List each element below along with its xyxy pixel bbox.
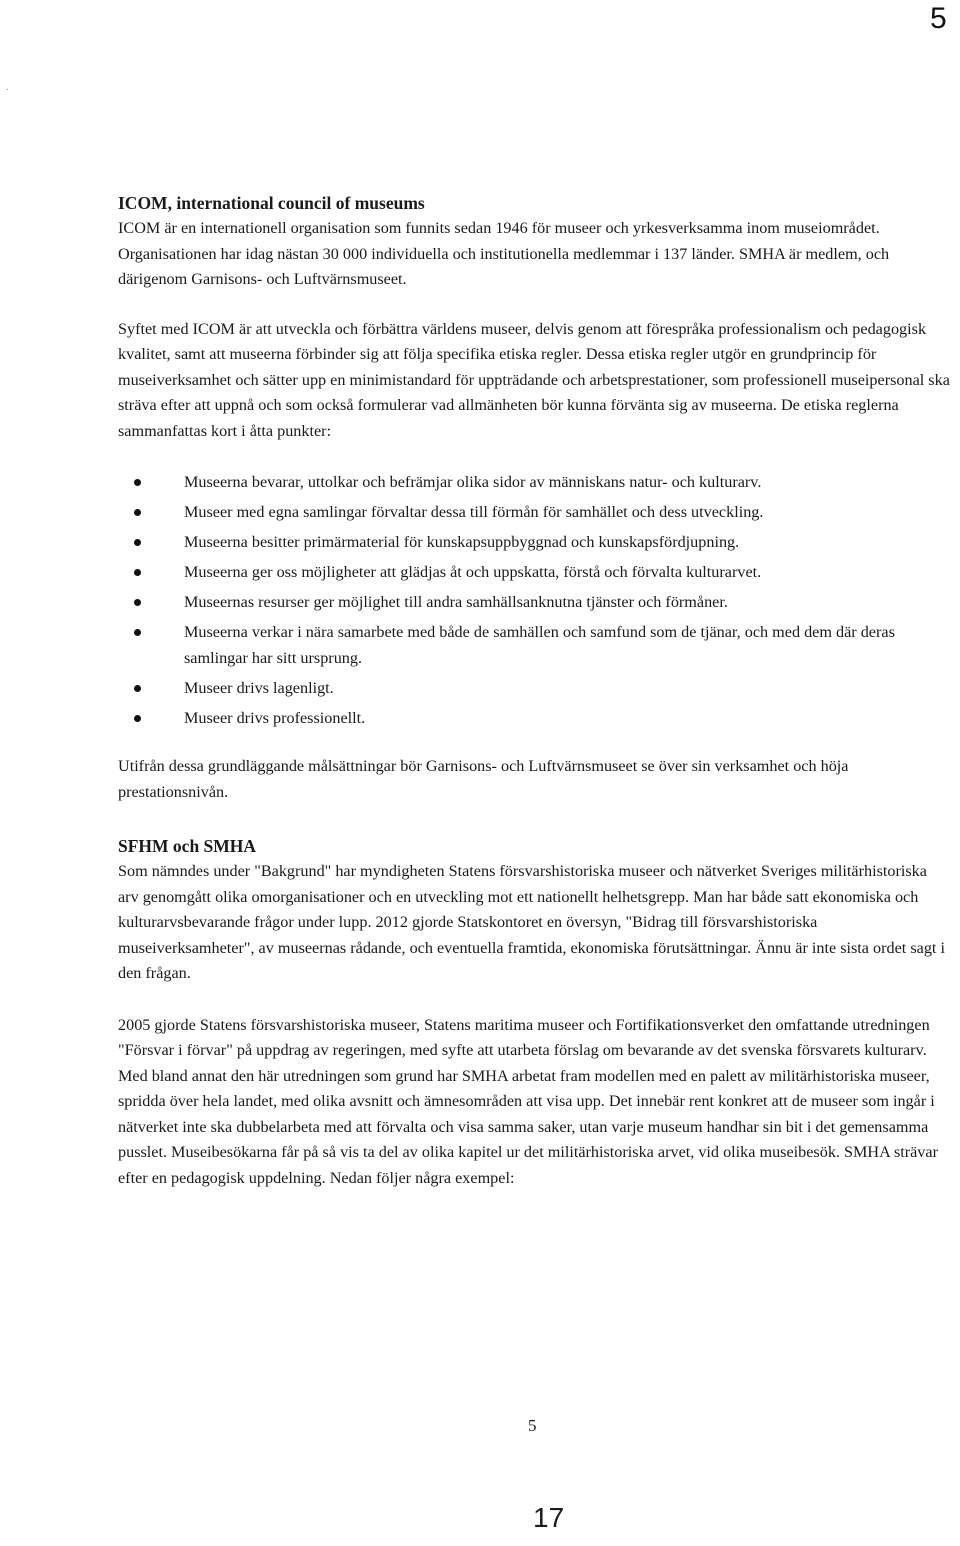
bullet-icon: [134, 569, 141, 576]
list-item-text: Museernas resurser ger möjlighet till andra samhällsanknutna tjänster och förmåner.: [184, 593, 728, 611]
icom-paragraph: ICOM är en internationell organisation som funnits sedan 1946 för museer och yrkesverksamma inom museiområdet. Organisationen har idag nästan 30 000 individuella och institutionella medlemmar i 137 länder. SMHA är medlem, och därigenom Garnisons- och Luftvärnsmuseet.: [118, 219, 890, 288]
list-item-text: Museer drivs lagenligt.: [184, 678, 334, 697]
list-item: [118, 560, 950, 586]
icom-heading: ICOM, international council of museums: [118, 193, 425, 213]
list-item-text: Museer med egna samlingar förvaltar dessa till förmån för samhället och dess utveckling.: [184, 503, 764, 521]
list-item-text: Museerna besitter primärmaterial för kunskapsuppbyggnad och kunskapsfördjupning.: [184, 533, 740, 551]
list-item: [118, 590, 950, 616]
page-footer-number: 17: [533, 1502, 565, 1533]
list-item-text: Museer drivs professionellt.: [184, 708, 366, 727]
bullet-icon: [134, 629, 141, 636]
bullet-icon: [134, 509, 141, 516]
list-item-text: Museerna verkar i nära samarbete med både de samhällen och samfund som de tjänar, och med dem där deras samlingar har sitt ursprung.: [184, 623, 895, 667]
list-item: [118, 676, 950, 702]
list-item: [118, 530, 950, 556]
bullet-icon: [134, 685, 141, 692]
list-item: [118, 500, 950, 526]
ethics-points-list: [118, 470, 950, 731]
list-item: [118, 706, 950, 732]
sfhm-heading: SFHM och SMHA: [118, 836, 257, 856]
sfhm-paragraph: Som nämndes under "Bakgrund" har myndigheten Statens försvarshistoriska museer och nätverket Sveriges militärhistoriska arv genomgått olika omorganisationer och en utveckling mot ett nationellt helhetsgrepp. Man har både satt ekonomiska och kulturarvsbevarande frågor under lupp. 2012 gjorde Statskontoret en översyn, "Bidrag till försvarshistoriska museiverksamheter", av museernas rådande, och eventuella framtida, ekonomiska förutsättningar. Ännu är inte sista ordet sagt i den frågan.: [118, 862, 945, 982]
page-number: 5: [528, 1416, 537, 1435]
page-header-number: 5: [930, 2, 947, 35]
list-item: [118, 620, 950, 671]
list-item-text: Museerna bevarar, uttolkar och befrämjar olika sidor av människans natur- och kulturarv.: [184, 473, 762, 491]
syftet-paragraph: Syftet med ICOM är att utveckla och förbättra världens museer, delvis genom att förespråka professionalism och pedagogisk kvalitet, samt att museerna förbinder sig att följa specifika etiska regler. Dessa etiska regler utgör en grundprincip för museiverksamhet och sätter upp en minimistandard för uppträdande och arbetsprestationer, som professionell museipersonal ska sträva efter att uppnå och som också formulerar vad allmänheten bör kunna förvänta sig av museerna. De etiska reglerna sammanfattas kort i åtta punkter:: [118, 319, 950, 440]
bullet-icon: [134, 479, 141, 486]
bullet-icon: [134, 599, 141, 606]
year-2005-paragraph: 2005 gjorde Statens försvarshistoriska museer, Statens maritima museer och Fortifikationsverket den omfattande utredningen "Försvar i förvar" på uppdrag av regeringen, med syfte att utarbeta förslag om bevarande av det svenska försvarets kulturarv. Med bland annat den här utredningen som grund har SMHA arbetat fram modellen med en palett av militärhistoriska museer, spridda över hela landet, med olika avsnitt och ämnesområden att visa upp. Det innebär rent konkret att de museer som ingår i nätverket inte ska dubbelarbeta med att förvalta och visa samma saker, utan varje museum handhar sin bit i det gemensamma pusslet. Museibesökarna får på så vis ta del av olika kapitel ur det militärhistoriska arvet, vid olika museibesök. SMHA strävar efter en pedagogisk uppdelning. Nedan följer några exempel:: [118, 1015, 938, 1187]
bullet-icon: [134, 539, 141, 546]
scan-mark: .: [6, 82, 9, 93]
list-item-text: Museerna ger oss möjligheter att glädjas åt och uppskatta, förstå och förvalta kulturarvet.: [184, 563, 762, 581]
utifran-paragraph: Utifrån dessa grundläggande målsättningar bör Garnisons- och Luftvärnsmuseet se över sin verksamhet och höja prestationsnivån.: [118, 757, 849, 801]
bullet-icon: [134, 715, 141, 722]
list-item: [118, 470, 950, 496]
document-body: [118, 190, 950, 1191]
